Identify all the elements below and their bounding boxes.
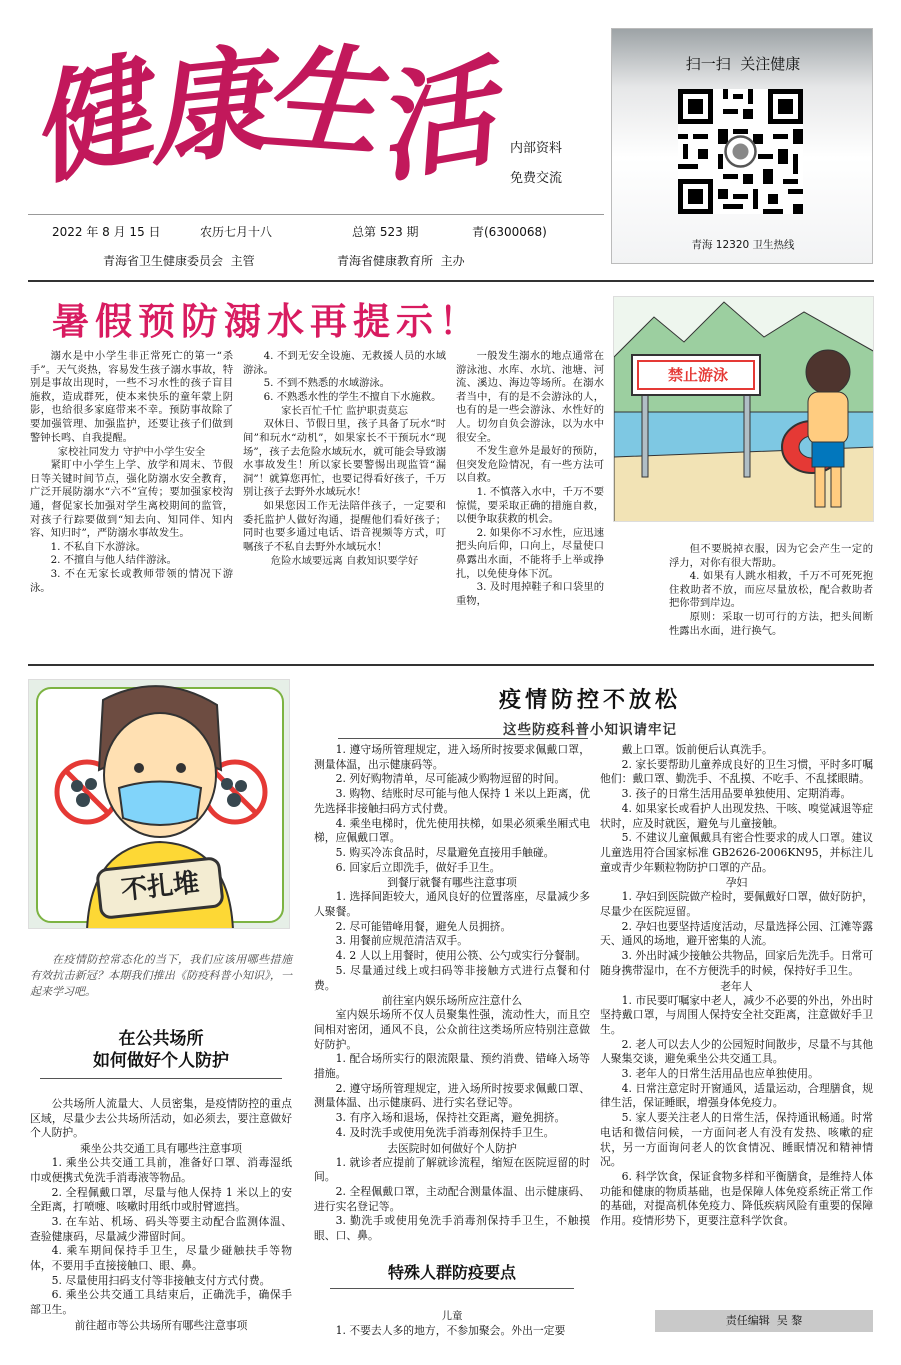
paragraph: 4. 乘车期间保持手卫生，尽量少碰触扶手等物体，不要用手直接接触口、眼、鼻。 [30, 1244, 292, 1273]
paragraph: 1. 遵守场所管理规定，进入场所时按要求佩戴口罩，测量体温，出示健康码等。 [314, 743, 590, 771]
special-groups-title: 特殊人群防疫要点 [387, 1263, 516, 1282]
internal-label: 内部资料 [510, 141, 563, 156]
paragraph: 1. 孕妇到医院做产检时，要佩戴好口罩，做好防护，尽量少在医院逗留。 [600, 890, 873, 919]
subheading: 到餐厅就餐有哪些注意事项 [387, 876, 517, 890]
paragraph: 2. 全程佩戴口罩，尽量与他人保持 1 米以上的安全距离，打喷嚏、咳嗽时用纸巾或肘臂遮挡。 [30, 1185, 292, 1214]
paragraph: 6. 科学饮食，保证食物多样和平衡膳食，是维持人体功能和健康的物质基础，也是保障人体免疫系统正常工作的基础，对提高机体免疫力、降低疾病风险有重要的保障作用。疫情形势下，更要注意科学饮食。 [600, 1169, 873, 1228]
qr-code[interactable] [678, 89, 803, 214]
paragraph: 3. 在车站、机场、码头等要主动配合监测体温、查验健康码，尽量减少滞留时间。 [30, 1214, 292, 1243]
masthead-title-char: 健 [14, 38, 163, 203]
subheading: 去医院时如何做好个人防护 [387, 1141, 517, 1155]
subheading: 家长百忙千忙 监护职责莫忘 [281, 405, 408, 418]
editor-credit: 责任编辑 吴 黎 [725, 1314, 803, 1327]
article1-column-2 [243, 350, 446, 568]
section-title-line1: 在公共场所 [118, 1029, 204, 1049]
paragraph: 2. 列好购物清单，尽可能减少购物逗留的时间。 [335, 772, 566, 786]
subheading: 孕妇 [725, 876, 748, 890]
paragraph: 4. 日常注意定时开窗通风，适量运动，合理膳食，规律生活，保证睡眠，增强身体免疫力。 [600, 1081, 873, 1110]
organizer: 青海省健康教育所 主办 [337, 254, 465, 268]
paragraph: 3. 购物、结账时尽可能与他人保持 1 米以上距离，优先选择非接触扫码方式付费。 [314, 787, 590, 815]
paragraph: 2. 老人可以去人少的公园短时间散步，尽量不与其他人聚集交谈，避免乘坐公共交通工具。 [600, 1037, 873, 1066]
divider [338, 738, 588, 739]
paragraph: 5. 尽量使用扫码支付等非接触支付方式付费。 [51, 1273, 271, 1287]
subheading: 前往室内娱乐场所应注意什么 [381, 994, 523, 1008]
free-label: 免费交流 [510, 171, 563, 186]
masthead-title-char: 活 [364, 41, 506, 200]
article1-title: 暑假预防溺水再提示！ [52, 300, 482, 343]
paragraph: 2. 孕妇也要坚持适度活动，尽量选择公园、江滩等露天、通风的场地，避开密集的人流。 [600, 919, 873, 948]
paragraph: 不发生意外是最好的预防，但突发危险情况，有一些方法可以自救。 [456, 445, 604, 485]
paragraph: 一般发生溺水的地点通常在游泳池、水库、水坑、池塘、河流、溪边、海边等场所。在溺水者当中，有的是不会游泳的人，也有的是一些会游泳、水性好的人。切勿自负会游泳，以为水中很安全。 [456, 350, 604, 444]
paragraph: 6. 回家后立即洗手，做好手卫生。 [335, 860, 501, 874]
article1-column-1 [30, 350, 233, 595]
section-title-line2: 如何做好个人防护 [93, 1051, 229, 1071]
issue-date: 2022 年 8 月 15 日 [52, 225, 161, 239]
paragraph: 4. 及时洗手或使用免洗手消毒剂保持手卫生。 [335, 1125, 555, 1139]
article1-column-4 [669, 543, 873, 638]
badge-text: 不扎堆 [119, 867, 201, 906]
paragraph: 公共场所人流量大、人员密集，是疫情防控的重点区域，尽量少去公共场所活动，如必须去，要注意做好个人防护。 [30, 1097, 292, 1140]
paragraph: 3. 外出时减少接触公共物品，回家后先洗手。日常可随身携带湿巾，在不方便洗手的时候，保持好手卫生。 [600, 949, 873, 977]
subheading: 前往超市等公共场所有哪些注意事项 [74, 1318, 248, 1332]
paragraph: 5. 尽量通过线上或扫码等非接触方式进行点餐和付费。 [314, 963, 590, 992]
paragraph: 2. 家长要帮助儿童养成良好的卫生习惯，平时多叮嘱他们：戴口罩、勤洗手、不乱摸、不吃手、不乱揉眼睛。 [600, 757, 873, 786]
paragraph: 4. 乘坐电梯时，优先使用扶梯，如果必须乘坐厢式电梯，应佩戴口罩。 [314, 816, 590, 845]
issue-number: 总第 523 期 [352, 225, 419, 239]
publication-code: 青(6300068) [472, 225, 547, 239]
subheading: 乘坐公共交通工具有哪些注意事项 [80, 1142, 242, 1156]
paragraph: 5. 不到不熟悉的水域游泳。 [263, 377, 390, 390]
paragraph: 戴上口罩。饭前便后认真洗手。 [621, 743, 773, 756]
divider [40, 1078, 282, 1079]
paragraph: 紧盯中小学生上学、放学和周末、节假日等关键时间节点，强化防溺水安全教育，广泛开展防溺水“六不”宣传；要加强家校沟通，督促家长加强对学生离校期间的监管，对孩子行踪要做到“知去向、知同伴、知内容、知归时”，严防溺水事故发生。 [30, 459, 233, 540]
paragraph: 1. 不慎落入水中，千万不要惊慌，要采取正确的措施自救，以便争取获救的机会。 [456, 485, 604, 526]
paragraph: 1. 乘坐公共交通工具前，准备好口罩、消毒湿纸巾或便携式免洗手消毒液等物品。 [30, 1156, 292, 1184]
paragraph: 3. 用餐前应规范清洁双手。 [335, 934, 469, 948]
subheading: 老年人 [720, 979, 753, 993]
intro-text: 在疫情防控常态化的当下，我们应该用哪些措施有效抗击新冠？本期我们推出《防疫科普小知识》，一起来学习吧。 [30, 953, 292, 998]
paragraph: 1. 就诊者应提前了解就诊流程，缩短在医院逗留的时间。 [314, 1155, 590, 1184]
article2-column-b [314, 743, 590, 1244]
supervisor: 青海省卫生健康委员会 主管 [103, 254, 255, 268]
paragraph: 1. 选择间距较大，通风良好的位置落座，尽量减少多人聚餐。 [314, 890, 590, 919]
paragraph: 3. 老年人的日常生活用品也应单独使用。 [621, 1067, 819, 1081]
paragraph: 2. 尽可能错峰用餐，避免人员拥挤。 [335, 919, 512, 933]
paragraph: 1. 不私自下水游泳。 [50, 540, 147, 553]
masthead-title-char: 康 [141, 31, 273, 182]
qr-title: 扫一扫 关注健康 [685, 55, 801, 73]
article2-column-c [600, 743, 873, 1229]
masthead-title-char: 生 [257, 27, 385, 174]
paragraph: 1. 市民要叮嘱家中老人，减少不必要的外出，外出时坚持戴口罩，与周围人保持安全社交距离，注意做好手卫生。 [600, 993, 873, 1036]
paragraph: 4. 不到无安全设施、无救援人员的水域游泳。 [243, 350, 446, 376]
paragraph: 3. 不在无家长或教师带领的情况下游泳。 [30, 567, 233, 594]
paragraph: 6. 乘坐公共交通工具结束后，正确洗手，确保手部卫生。 [30, 1288, 292, 1317]
article2-subtitle: 这些防疫科普小知识请牢记 [503, 722, 677, 738]
paragraph: 4. 如果家长或看护人出现发热、干咳、嗅觉减退等症状时，应及时就医，避免与儿童接触。 [600, 801, 873, 830]
editor-bar [655, 1310, 873, 1332]
subheading: 家校社同发力 守护中小学生安全 [57, 446, 206, 459]
paragraph: 5. 购买冷冻食品时，尽量避免直接用手触碰。 [335, 845, 555, 859]
article2-title: 疫情防控不放松 [498, 687, 681, 713]
paragraph: 2. 不擅自与他人结伴游泳。 [50, 554, 177, 567]
paragraph: 6. 不熟悉水性的学生不擅自下水施救。 [263, 390, 442, 403]
paragraph: 5. 家人要关注老人的日常生活，保持通讯畅通。时常电话和微信问候，一方面问老人有没有发热、咳嗽的症状，另一方面询问老人的饮食情况、睡眠情况和精神情况。 [600, 1111, 873, 1169]
paragraph: 原则：采取一切可行的方法，把头间断性露出水面，进行换气。 [669, 610, 873, 637]
crowd-illustration [28, 679, 290, 929]
article2-column-a [30, 1097, 292, 1333]
paragraph: 如果您因工作无法陪伴孩子，一定要和委托监护人做好沟通，提醒他们看好孩子；同时也要多通过电话、语音视频等方式，叮嘱孩子不私自去野外水域玩水！ [243, 499, 446, 553]
paragraph: 2. 全程佩戴口罩，主动配合测量体温、出示健康码、进行实名登记等。 [314, 1184, 590, 1213]
child-heading: 儿童 [441, 1310, 463, 1322]
article1-column-3 [456, 350, 604, 608]
paragraph: 4. 2 人以上用餐时，使用公筷、公勺或实行分餐制。 [335, 949, 587, 963]
lunar-date: 农历七月十八 [200, 225, 273, 239]
drowning-illustration [613, 296, 874, 522]
divider [28, 280, 874, 282]
paragraph: 4. 如果有人跳水相救，千万不可死死抱住救助者不放，而应尽量放松，配合救助者把你带到岸边。 [669, 570, 873, 610]
divider [330, 1288, 574, 1289]
paragraph: 3. 孩子的日常生活用品要单独使用、定期消毒。 [621, 787, 852, 801]
paragraph: 室内娱乐场所不仅人员聚集性强，流动性大，而且空间相对密闭，通风不良，公众前往这类场所应特别注意做好防护。 [314, 1008, 590, 1051]
paragraph: 溺水是中小学生非正常死亡的第一“杀手”。天气炎热，容易发生孩子溺水事故，特别是事故出现时，一些不习水性的孩子盲目施救，造成群死，使本来快乐的童年蒙上阴影，也给很多家庭带来不幸。预防事故除了要加强管理、加强监护，还要让孩子们做到警钟长鸣、自我提醒。 [30, 350, 233, 444]
paragraph: 3. 有序入场和退场，保持社交距离，避免拥挤。 [335, 1111, 566, 1125]
hotline: 青海 12320 卫生热线 [691, 239, 795, 251]
paragraph: 5. 不建议儿童佩戴具有密合性要求的成人口罩。建议儿童选用符合国家标准 GB2626-2006KN95，并标注儿童或青少年颗粒物防护口罩的产品。 [600, 831, 873, 874]
paragraph: 2. 如果你不习水性，应迅速把头向后仰，口向上，尽量使口鼻露出水面，不能将手上举或挣扎，以免使身体下沉。 [456, 526, 604, 580]
sign-text: 禁止游泳 [667, 366, 728, 384]
paragraph: 1. 配合场所实行的限流限量、预约消费、错峰入场等措施。 [314, 1052, 590, 1081]
qr-panel [611, 28, 873, 264]
child-first-line: 1. 不要去人多的地方，不参加聚会。外出一定要 [335, 1324, 566, 1337]
divider [28, 664, 874, 666]
paragraph: 3. 及时甩掉鞋子和口袋里的重物， [456, 581, 604, 607]
subheading: 危险水域要远离 自救知识要学好 [270, 555, 419, 568]
paragraph: 3. 勤洗手或使用免洗手消毒剂保持手卫生，不触摸眼、口、鼻。 [314, 1214, 590, 1243]
paragraph: 双休日、节假日里，孩子具备了玩水“时间”和玩水“动机”，如果家长不干预玩水“现场”，孩子去危险水域玩水，就可能会导致溺水事故发生！所以家长要警惕出现监管“漏洞”！就算您再忙，也要记得看好孩子，千万别让孩子去野外水域玩水！ [243, 418, 446, 499]
paragraph: 2. 遵守场所管理规定，进入场所时按要求佩戴口罩、测量体温、出示健康码、进行实名登记等。 [314, 1081, 590, 1110]
paragraph: 但不要脱掉衣服，因为它会产生一定的浮力，对你有很大帮助。 [669, 543, 873, 569]
